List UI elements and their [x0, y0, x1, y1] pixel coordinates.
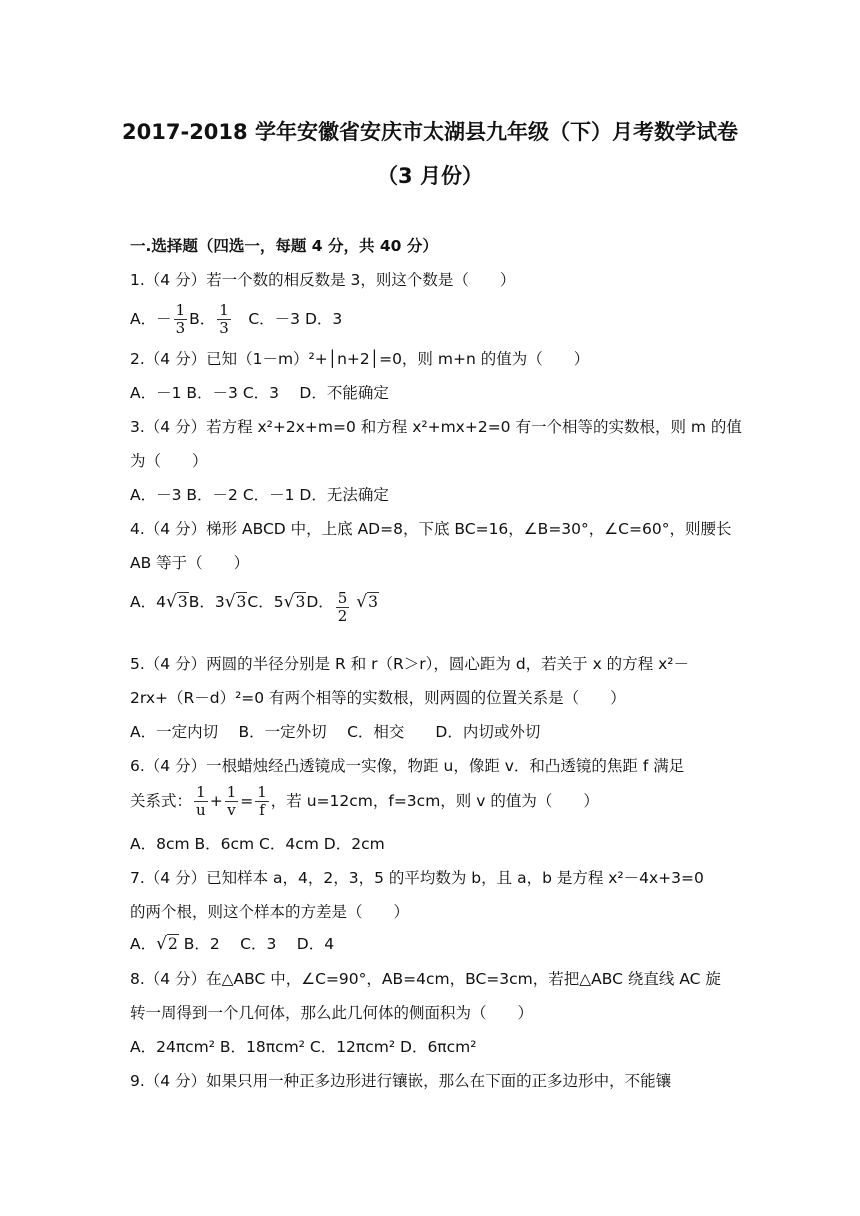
q6-stem-line-2: 关系式： $\frac{1}{u}$ + $\frac{1}{v}$ = $\frac{1}{f}$ ，若 u=12cm，f=3cm，则 v 的值为（ ） — [130, 783, 599, 819]
q5-stem-line-2: 2rx+（R－d）²=0 有两个相等的实数根，则两圆的位置关系是（ ） — [130, 689, 626, 707]
q4-sqrt-d: √3 — [356, 592, 378, 612]
title-line-2: （3 月份） — [377, 164, 483, 188]
q7-stem-line-1: 7.（4 分）已知样本 a，4，2，3，5 的平均数为 b，且 a，b 是方程 x²－4x+3=0 — [130, 869, 704, 887]
q4-options: A．4√3B．3√3C．5√3D． $\frac{5}{2}$ √3 — [130, 589, 378, 625]
q6-fraction-1-over-u: $\frac{1}{u}$ — [196, 783, 206, 819]
q4-stem-line-1: 4.（4 分）梯形 ABCD 中，上底 AD=8，下底 BC=16，∠B=30°，∠C=60°，则腰长 — [130, 520, 732, 538]
q7-stem-line-2: 的两个根，则这个样本的方差是（ ） — [130, 903, 410, 921]
q5-options: A．一定内切 B．一定外切 C．相交 D．内切或外切 — [130, 723, 541, 741]
q5-stem-line-1: 5.（4 分）两圆的半径分别是 R 和 r（R＞r），圆心距为 d，若关于 x 的方程 x²－ — [130, 655, 690, 673]
q4-sqrt-a: √3 — [165, 592, 188, 612]
q6-fraction-1-over-f: $\frac{1}{f}$ — [257, 783, 267, 819]
section-heading: 一.选择题（四选一，每题 4 分，共 40 分） — [130, 237, 438, 255]
q7-options: A．√2 B．2 C．3 D．4 — [130, 934, 335, 954]
title-line-1: 2017-2018 学年安徽省安庆市太湖县九年级（下）月考数学试卷 — [122, 120, 738, 144]
q1-fraction-b: $\frac{1}{3}$ — [219, 301, 229, 337]
q8-stem-line-2: 转一周得到一个几何体，那么此几何体的侧面积为（ ） — [130, 1004, 534, 1022]
q4-sqrt-c: √3 — [283, 592, 306, 612]
q6-stem-line-1: 6.（4 分）一根蜡烛经凸透镜成一实像，物距 u，像距 v．和凸透镜的焦距 f 满足 — [130, 757, 685, 775]
q1-option-b-prefix: B． — [189, 310, 216, 328]
q1-fraction-a: $\frac{1}{3}$ — [175, 301, 186, 337]
q3-stem-line-1: 3.（4 分）若方程 x²+2x+m=0 和方程 x²+mx+2=0 有一个相等的实数根，则 m 的值 — [130, 418, 742, 436]
q8-stem-line-1: 8.（4 分）在△ABC 中，∠C=90°，AB=4cm，BC=3cm，若把△ABC 绕直线 AC 旋 — [130, 970, 721, 988]
q1-options — [130, 302, 342, 337]
q4-fraction-d: $\frac{5}{2}$ — [337, 589, 348, 625]
q4-sqrt-b: √3 — [224, 592, 247, 612]
q9-stem-line-1: 9.（4 分）如果只用一种正多边形进行镶嵌，那么在下面的正多边形中，不能镶 — [130, 1072, 672, 1090]
q1-option-a-prefix: A．－ — [130, 310, 172, 328]
q1-stem: 1.（4 分）若一个数的相反数是 3，则这个数是（ ） — [130, 271, 516, 289]
q4-stem-line-2: AB 等于（ ） — [130, 554, 250, 572]
q1-options-rest: C．－3 D．3 — [232, 310, 343, 328]
q8-options: A．24πcm² B．18πcm² C．12πcm² D．6πcm² — [130, 1038, 477, 1056]
q7-sqrt-a: √2 — [156, 934, 178, 954]
q3-options: A．－3 B．－2 C．－1 D．无法确定 — [130, 486, 389, 504]
q3-stem-line-2: 为（ ） — [130, 452, 208, 470]
q6-fraction-1-over-v: $\frac{1}{v}$ — [226, 783, 237, 819]
q2-options: A．－1 B．－3 C．3 D．不能确定 — [130, 384, 389, 402]
q6-options: A．8cm B．6cm C．4cm D．2cm — [130, 835, 385, 853]
q2-stem: 2.（4 分）已知（1－m）²+│n+2│=0，则 m+n 的值为（ ） — [130, 350, 590, 368]
